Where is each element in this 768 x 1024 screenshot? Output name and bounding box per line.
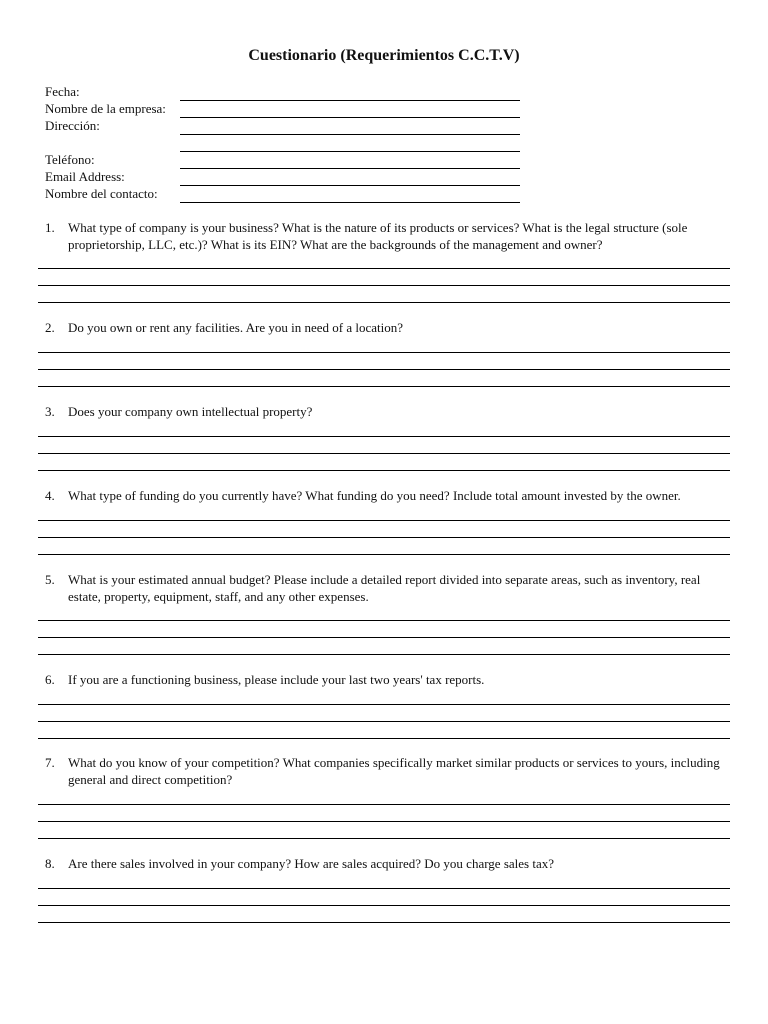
field-label-email: Email Address: <box>45 169 125 184</box>
answer-line-2a[interactable] <box>38 352 730 353</box>
question-number: 3. <box>45 404 55 419</box>
answer-line-7b[interactable] <box>38 821 730 822</box>
answer-line-8b[interactable] <box>38 905 730 906</box>
question-text: Does your company own intellectual property? <box>68 404 313 419</box>
question-number: 5. <box>45 572 55 587</box>
answer-line-4c[interactable] <box>38 554 730 555</box>
answer-line-4b[interactable] <box>38 537 730 538</box>
field-label-direccion: Dirección: <box>45 118 100 133</box>
answer-line-5b[interactable] <box>38 637 730 638</box>
answer-line-4a[interactable] <box>38 520 730 521</box>
question-number: 6. <box>45 672 55 687</box>
field-label-contacto: Nombre del contacto: <box>45 186 158 201</box>
answer-line-7a[interactable] <box>38 804 730 805</box>
question-text: What type of funding do you currently have? What funding do you need? Include total amount invested by the owner. <box>68 488 681 503</box>
empresa-field[interactable] <box>180 117 520 118</box>
answer-line-5a[interactable] <box>38 620 730 621</box>
answer-line-3b[interactable] <box>38 453 730 454</box>
direccion-field-2[interactable] <box>180 151 520 152</box>
answer-line-2c[interactable] <box>38 386 730 387</box>
field-label-telefono: Teléfono: <box>45 152 95 167</box>
email-field[interactable] <box>180 185 520 186</box>
answer-line-1c[interactable] <box>38 302 730 303</box>
question-number: 7. <box>45 755 55 770</box>
question-text: If you are a functioning business, please include your last two years' tax reports. <box>68 672 485 687</box>
question-text: What is your estimated annual budget? Please include a detailed report divided into separate areas, such as inventory, real estate, property, equipment, staff, and any other expenses. <box>68 572 701 604</box>
question-text: What do you know of your competition? What companies specifically market similar products or services to yours, including general and direct competition? <box>68 755 720 787</box>
question-text: What type of company is your business? What is the nature of its products or services? What is the legal structure (sole proprietorship, LLC, etc.)? What is its EIN? What are the backgrounds of the management and owner? <box>68 220 688 252</box>
answer-line-5c[interactable] <box>38 654 730 655</box>
question-number: 4. <box>45 488 55 503</box>
page-title: Cuestionario (Requerimientos C.C.T.V) <box>248 47 520 64</box>
contacto-field[interactable] <box>180 202 520 203</box>
question-number: 2. <box>45 320 55 335</box>
question-number: 8. <box>45 856 55 871</box>
answer-line-6b[interactable] <box>38 721 730 722</box>
answer-line-6a[interactable] <box>38 704 730 705</box>
answer-line-3c[interactable] <box>38 470 730 471</box>
direccion-field[interactable] <box>180 134 520 135</box>
field-label-fecha: Fecha: <box>45 84 80 99</box>
telefono-field[interactable] <box>180 168 520 169</box>
answer-line-2b[interactable] <box>38 369 730 370</box>
answer-line-7c[interactable] <box>38 838 730 839</box>
question-text: Do you own or rent any facilities. Are you in need of a location? <box>68 320 404 335</box>
answer-line-6c[interactable] <box>38 738 730 739</box>
question-number: 1. <box>45 220 55 235</box>
answer-line-3a[interactable] <box>38 436 730 437</box>
fecha-field[interactable] <box>180 100 520 101</box>
answer-line-1a[interactable] <box>38 268 730 269</box>
answer-line-8c[interactable] <box>38 922 730 923</box>
answer-line-1b[interactable] <box>38 285 730 286</box>
question-text: Are there sales involved in your company? How are sales acquired? Do you charge sales tax? <box>68 856 554 871</box>
answer-line-8a[interactable] <box>38 888 730 889</box>
field-label-empresa: Nombre de la empresa: <box>45 101 166 116</box>
